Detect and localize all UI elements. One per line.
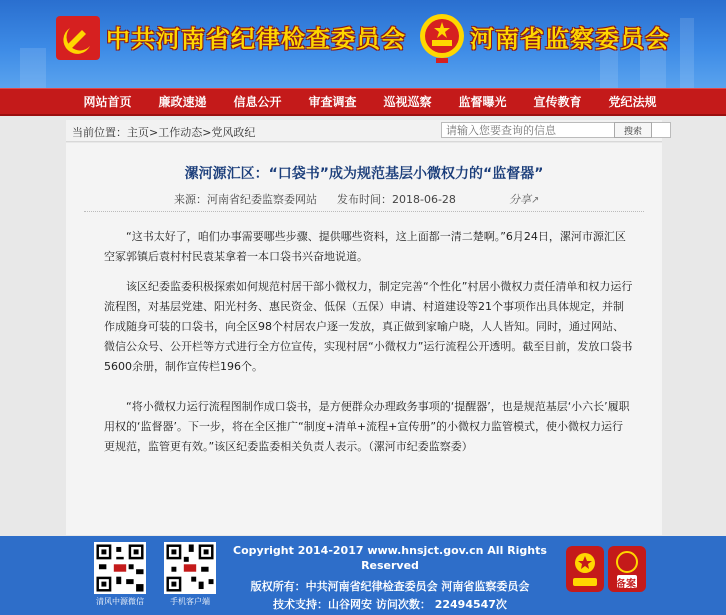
wechat-qr-code-icon	[94, 542, 146, 594]
party-emblem-icon	[56, 16, 100, 60]
breadcrumb-home-link[interactable]: 主页	[127, 126, 149, 139]
breadcrumb-section-link[interactable]: 工作动态	[158, 126, 203, 139]
article-paragraph: “这书太好了，咱们办事需要哪些步骤、提供哪些资料，这上面都一清二楚啊。”6月24日，漯河市源汇区空冢郭镇后袁村村民袁某拿着一本口袋书兴奋地说道。	[104, 230, 626, 263]
search-button[interactable]: 搜索	[614, 122, 652, 138]
qr1-label: 清风中源微信	[96, 597, 144, 606]
record-badge[interactable]	[608, 546, 646, 592]
share-label: 分享	[509, 193, 531, 206]
site-header	[0, 0, 726, 88]
app-qr-code-icon	[164, 542, 216, 594]
footer-support: 技术支持：山谷网安 访问次数： 22494547次	[273, 598, 507, 611]
article-title: 漯河源汇区：“口袋书”成为规范基层小微权力的“监督器”	[184, 166, 544, 182]
article-paragraph: “将小微权力运行流程图制作成口袋书，是方便群众办理政务事项的‘提醒器’，也是规范基层‘小六长’履职用权的‘监督器’。下一步，将在全区推广“制度+清单+流程+宣传册”的小微权力监管模式，使小微权力运行更规范，监管更有效。”该区纪委监委相关负责人表示。（漯河市纪委监察委）	[104, 400, 630, 453]
nav-item-education[interactable]: 宣传教育	[533, 95, 582, 109]
main-nav	[0, 88, 726, 116]
article-date: 发布时间：2018-06-28	[337, 193, 456, 206]
article-paragraph: 该区纪委监委积极探索如何规范村居干部小微权力，制定完善“个性化”村居小微权力责任清单和权力运行流程图，对基层党建、阳光村务、惠民资金、低保（五保）申请、村道建设等21个事项作出具体规定，并制作成随身可装的口袋书，向全区98个村居农户逐一发放，真正做到家喻户晓，人人皆知。同时，通过网站、微信公众号、公开栏等方式进行全方位宣传，实现村居“小微权力”运行流程公开透明。截至目前，发放口袋书5600余册，制作宣传栏196个。	[104, 280, 633, 373]
header-title-left: 中共河南省纪律检查委员会	[106, 25, 406, 53]
nav-item-news[interactable]: 廉政速递	[158, 95, 207, 109]
nav-item-investigation[interactable]: 审查调查	[308, 95, 357, 109]
nav-item-inspection[interactable]: 巡视巡察	[383, 95, 432, 109]
footer-copyright-line1: Copyright 2014-2017 www.hnsjct.gov.cn All Rights	[233, 544, 547, 557]
breadcrumb	[72, 124, 255, 140]
nav-item-exposure[interactable]: 监督曝光	[458, 95, 507, 109]
header-title-right: 河南省监察委员会	[470, 25, 670, 53]
site-footer	[0, 536, 726, 615]
breadcrumb-sub-link[interactable]: 党风政纪	[211, 126, 256, 139]
article-meta	[174, 191, 456, 207]
breadcrumb-label: 当前位置：	[72, 126, 127, 139]
share-arrow-icon: ↗	[531, 195, 540, 206]
share-button[interactable]	[509, 191, 539, 207]
article-panel	[66, 143, 662, 535]
gov-badge-icon[interactable]	[566, 546, 604, 592]
article-divider	[84, 211, 644, 212]
breadcrumb-separator: >	[149, 126, 159, 139]
nav-item-disclosure[interactable]: 信息公开	[233, 95, 282, 109]
footer-copyright-line2: Reserved	[361, 559, 419, 572]
nav-item-regulations[interactable]: 党纪法规	[608, 95, 657, 109]
national-emblem-icon	[418, 12, 466, 64]
qr2-label: 手机客户端	[170, 597, 210, 606]
record-badge-label: 备案	[616, 579, 636, 590]
breadcrumb-separator: >	[202, 126, 212, 139]
breadcrumb-bar	[66, 120, 662, 142]
article-source: 来源：河南省纪委监察委网站	[174, 193, 317, 206]
nav-item-home[interactable]: 网站首页	[83, 95, 132, 109]
footer-owner: 版权所有：中共河南省纪律检查委员会 河南省监察委员会	[250, 580, 530, 593]
